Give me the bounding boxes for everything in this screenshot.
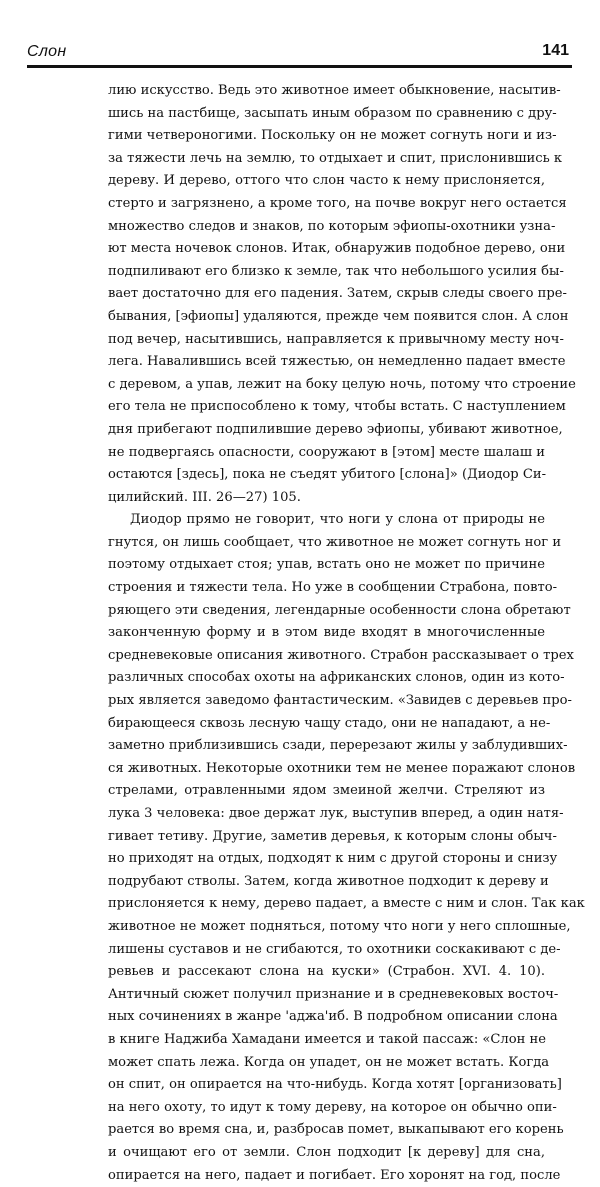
text-line: опирается на него, падает и погибает. Его хоронят на год, после (108, 1165, 545, 1187)
text-line: прислоняется к нему, дерево падает, а вместе с ним и слон. Так как (108, 893, 545, 916)
text-line: но приходят на отдых, подходят к ним с другой стороны и снизу (108, 848, 545, 871)
text-line: Диодор прямо не говорит, что ноги у слона от природы не (108, 509, 545, 532)
text-line: бывания, [эфиопы] удаляются, прежде чем появится слон. А слон (108, 306, 545, 329)
paragraph (108, 80, 545, 509)
text-line: стерто и загрязнено, а кроме того, на почве вокруг него остается (108, 193, 545, 216)
text-line: дня прибегают подпилившие дерево эфиопы, убивают животное, (108, 419, 545, 442)
text-line: ся животных. Некоторые охотники тем не менее поражают слонов (108, 758, 545, 781)
text-line: лишены суставов и не сгибаются, то охотники соскакивают с де- (108, 939, 545, 962)
text-line: не подвергаясь опасности, сооружают в [этом] месте шалаш и (108, 442, 545, 465)
text-line: в книге Наджиба Хамадани имеется и такой пассаж: «Слон не (108, 1029, 545, 1052)
text-line: цилийский. III. 26—27) 105. (108, 487, 545, 510)
text-line: поэтому отдыхает стоя; упав, встать оно не может по причине (108, 554, 545, 577)
paragraph (108, 509, 545, 1187)
text-line: различных способах охоты на африканских слонов, один из кото- (108, 667, 545, 690)
running-title: Слон (27, 43, 66, 61)
text-line: дереву. И дерево, оттого что слон часто к нему прислоняется, (108, 170, 545, 193)
text-line: он спит, он опирается на что-нибудь. Когда хотят [организовать] (108, 1074, 545, 1097)
text-line: с деревом, а упав, лежит на боку целую ночь, потому что строение (108, 374, 545, 397)
text-line: на него охоту, то идут к тому дереву, на которое он обычно опи- (108, 1097, 545, 1120)
text-line: заметно приблизившись сзади, перерезают жилы у заблудивших- (108, 735, 545, 758)
text-line: бирающееся сквозь лесную чащу стадо, они не нападают, а не- (108, 713, 545, 736)
page-number: 141 (542, 42, 569, 60)
text-line: подпиливают его близко к земле, так что небольшого усилия бы- (108, 261, 545, 284)
text-line: рых является заведомо фантастическим. «Завидев с деревьев про- (108, 690, 545, 713)
text-line: строения и тяжести тела. Но уже в сообщении Страбона, повто- (108, 577, 545, 600)
text-line: законченную форму и в этом виде входят в многочисленные (108, 622, 545, 645)
text-line: может спать лежа. Когда он упадет, он не может встать. Когда (108, 1052, 545, 1075)
text-line: его тела не приспособлено к тому, чтобы встать. С наступлением (108, 396, 545, 419)
text-line: множество следов и знаков, по которым эфиопы-охотники узна- (108, 216, 545, 239)
text-line: гивает тетиву. Другие, заметив деревья, к которым слоны обыч- (108, 826, 545, 849)
text-line: вает достаточно для его падения. Затем, скрыв следы своего пре- (108, 283, 545, 306)
text-line: ревьев и рассекают слона на куски» (Страбон. XVI. 4. 10). (108, 961, 545, 984)
text-line: средневековые описания животного. Страбон рассказывает о трех (108, 645, 545, 668)
text-line: подрубают стволы. Затем, когда животное подходит к дереву и (108, 871, 545, 894)
text-line: шись на пастбище, засыпать иным образом по сравнению с дру- (108, 103, 545, 126)
text-line: ют места ночевок слонов. Итак, обнаружив подобное дерево, они (108, 238, 545, 261)
text-line: гими четвероногими. Поскольку он не может согнуть ноги и из- (108, 125, 545, 148)
text-line: и очищают его от земли. Слон подходит [к дереву] для сна, (108, 1142, 545, 1165)
body-text (108, 80, 545, 1187)
text-line: лука 3 человека: двое держат лук, выступив вперед, а один натя- (108, 803, 545, 826)
text-line: под вечер, насытившись, направляется к привычному месту ноч- (108, 329, 545, 352)
text-line: ряющего эти сведения, легендарные особенности слона обретают (108, 600, 545, 623)
text-line: животное не может подняться, потому что ноги у него сплошные, (108, 916, 545, 939)
text-line: ных сочинениях в жанре 'аджа'иб. В подробном описании слона (108, 1006, 545, 1029)
header-rule (27, 65, 572, 68)
text-line: за тяжести лечь на землю, то отдыхает и спит, прислонившись к (108, 148, 545, 171)
text-line: Античный сюжет получил признание и в средневековых восточ- (108, 984, 545, 1007)
text-line: гнутся, он лишь сообщает, что животное не может согнуть ног и (108, 532, 545, 555)
text-line: остаются [здесь], пока не съедят убитого [слона]» (Диодор Си- (108, 464, 545, 487)
text-line: лию искусство. Ведь это животное имеет обыкновение, насытив- (108, 80, 545, 103)
text-line: лега. Навалившись всей тяжестью, он немедленно падает вместе (108, 351, 545, 374)
page-header (27, 38, 572, 68)
text-line: рается во время сна, и, разбросав помет, выкапывают его корень (108, 1119, 545, 1142)
text-line: стрелами, отравленными ядом змеиной желчи. Стреляют из (108, 780, 545, 803)
